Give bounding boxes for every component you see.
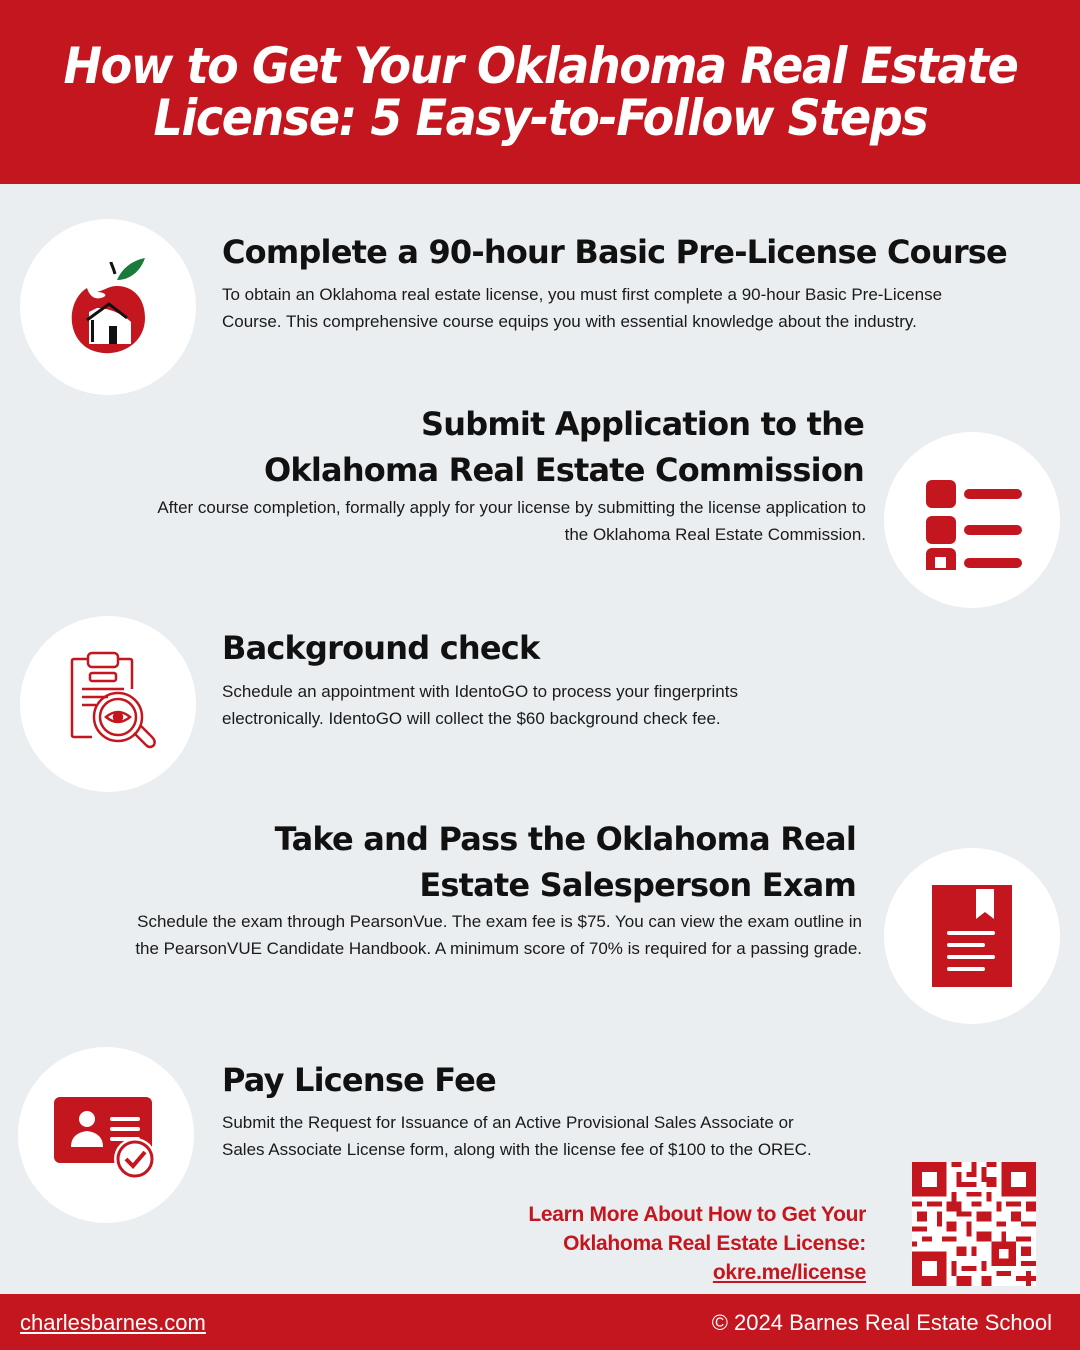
learn-more-callout bbox=[528, 1200, 866, 1287]
checklist-icon bbox=[922, 470, 1022, 570]
title-line-1: How to Get Your Oklahoma Real Estate bbox=[63, 37, 1017, 95]
step-1-title bbox=[222, 229, 1007, 275]
step-1-desc-line-1: To obtain an Oklahoma real estate license, you must first complete a 90-hour Basic Pre-License bbox=[222, 285, 943, 304]
step-2-icon-circle bbox=[884, 432, 1060, 608]
cta-line-1: Learn More About How to Get Your bbox=[528, 1203, 866, 1226]
step-2-title-line-1: Submit Application to the bbox=[421, 405, 864, 443]
step-1-description bbox=[222, 281, 942, 335]
step-3-title bbox=[222, 625, 539, 671]
clipboard-magnifier-icon bbox=[58, 649, 158, 759]
header-banner bbox=[0, 0, 1080, 184]
step-3-desc-line-2: electronically. IdentoGO will collect the $60 background check fee. bbox=[222, 709, 721, 728]
step-5-description bbox=[222, 1109, 812, 1163]
step-4-desc-line-1: Schedule the exam through PearsonVue. The exam fee is $75. You can view the exam outline in bbox=[137, 912, 862, 931]
step-5-title bbox=[222, 1057, 496, 1103]
step-4-title-line-1: Take and Pass the Oklahoma Real bbox=[274, 820, 856, 858]
qr-code-icon[interactable] bbox=[912, 1162, 1036, 1286]
step-3-description bbox=[222, 678, 738, 732]
step-3-title-line-1: Background check bbox=[222, 629, 540, 667]
step-4-desc-line-2: the PearsonVUE Candidate Handbook. A minimum score of 70% is required for a passing grade. bbox=[135, 939, 862, 958]
step-2-title bbox=[264, 401, 864, 493]
license-info-link[interactable]: okre.me/license bbox=[712, 1261, 866, 1284]
step-5-title-line-1: Pay License Fee bbox=[222, 1061, 496, 1099]
page-title bbox=[63, 37, 1017, 147]
title-line-2: License: 5 Easy-to-Follow Steps bbox=[153, 89, 927, 147]
step-3-desc-line-1: Schedule an appointment with IdentoGO to process your fingerprints bbox=[222, 682, 738, 701]
step-2-desc-line-2: the Oklahoma Real Estate Commission. bbox=[564, 525, 866, 544]
footer-bar bbox=[0, 1294, 1080, 1350]
id-card-check-icon bbox=[54, 1089, 158, 1181]
step-2-title-line-2: Oklahoma Real Estate Commission bbox=[263, 451, 864, 489]
step-2-desc-line-1: After course completion, formally apply for your license by submitting the license application to bbox=[157, 498, 866, 517]
step-5-desc-line-1: Submit the Request for Issuance of an Active Provisional Sales Associate or bbox=[222, 1113, 794, 1132]
step-5-icon-circle bbox=[18, 1047, 194, 1223]
cta-line-2: Oklahoma Real Estate License: bbox=[563, 1232, 866, 1255]
step-1-desc-line-2: Course. This comprehensive course equips you with essential knowledge about the industry. bbox=[222, 312, 917, 331]
step-4-icon-circle bbox=[884, 848, 1060, 1024]
step-5-desc-line-2: Sales Associate License form, along with the license fee of $100 to the OREC. bbox=[222, 1140, 812, 1159]
copyright-text: © 2024 Barnes Real Estate School bbox=[711, 1310, 1052, 1335]
step-3-icon-circle bbox=[20, 616, 196, 792]
apple-house-logo-icon bbox=[53, 252, 163, 362]
step-2-description bbox=[157, 494, 866, 548]
step-4-title bbox=[275, 816, 856, 908]
step-1-title-line-1: Complete a 90-hour Basic Pre-License Course bbox=[222, 233, 1007, 271]
step-1-icon-circle bbox=[20, 219, 196, 395]
bookmarked-document-icon bbox=[932, 885, 1012, 987]
step-4-description bbox=[135, 908, 862, 962]
step-4-title-line-2: Estate Salesperson Exam bbox=[419, 866, 856, 904]
website-link[interactable]: charlesbarnes.com bbox=[20, 1310, 206, 1335]
